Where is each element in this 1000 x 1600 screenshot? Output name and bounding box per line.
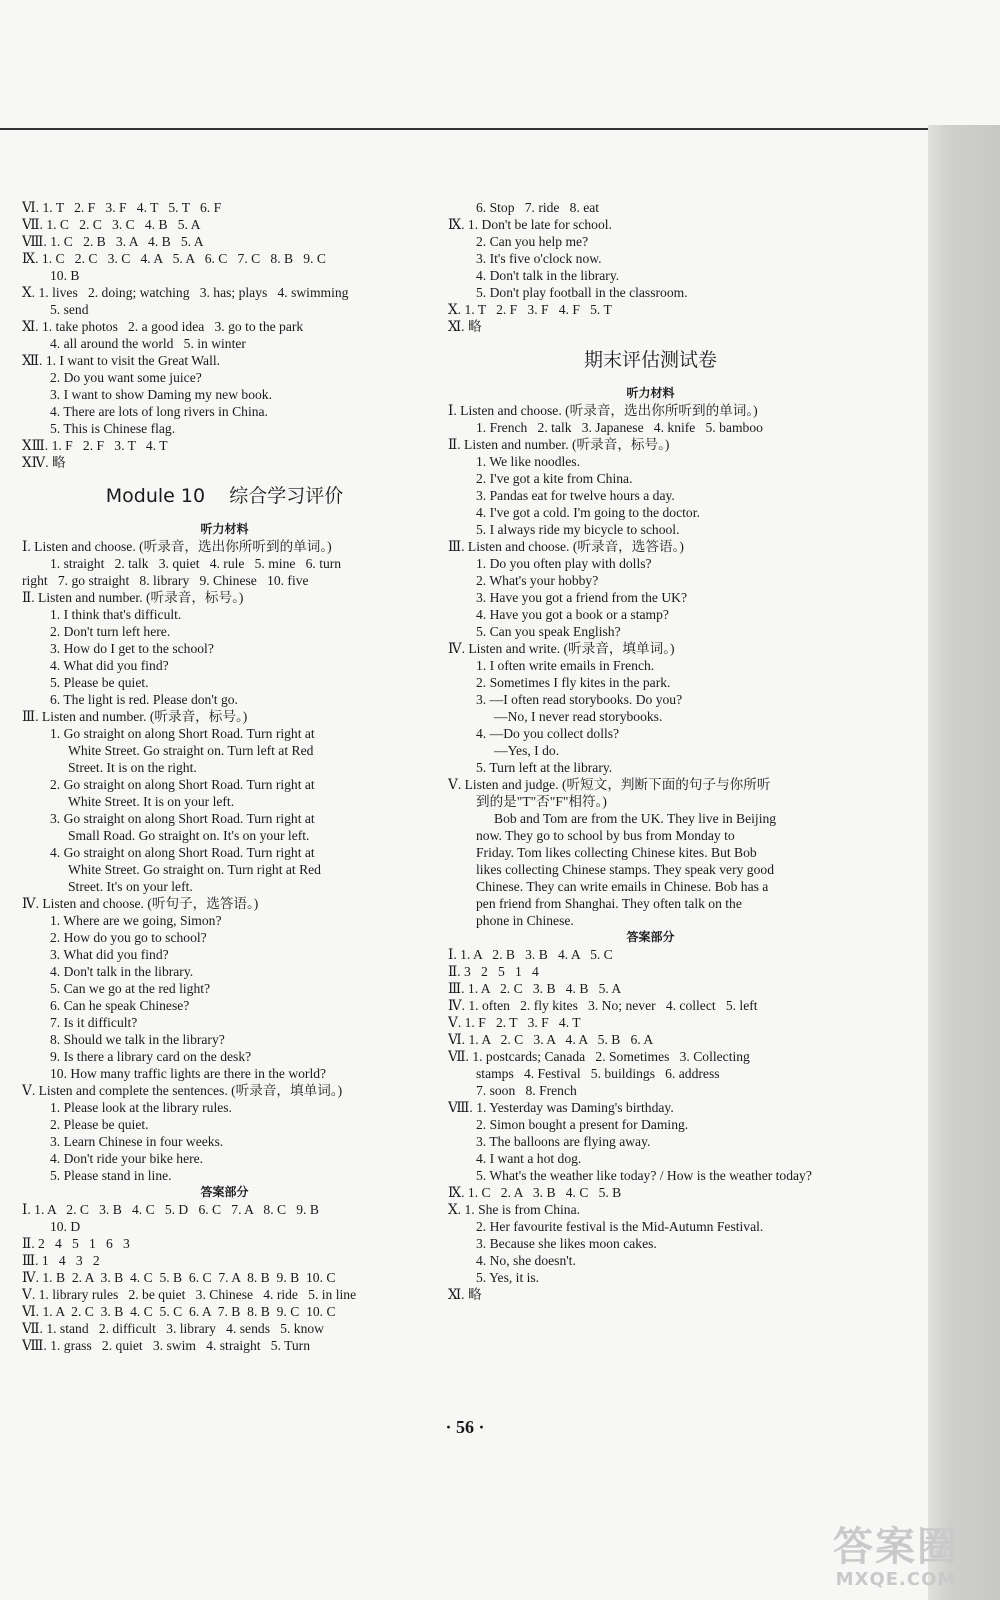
text-line: Ⅹ. 1. She is from China. bbox=[448, 1202, 581, 1217]
text-line: 4. all around the world 5. in winter bbox=[50, 336, 246, 351]
text-line: Chinese. They can write emails in Chinese. Bob has a bbox=[476, 879, 769, 894]
text-line: 5. Can we go at the red light? bbox=[50, 981, 211, 996]
text-line: 2. I've got a kite from China. bbox=[476, 471, 633, 486]
text-line: 1. Where are we going, Simon? bbox=[50, 913, 222, 928]
text-line: 1. Please look at the library rules. bbox=[50, 1100, 232, 1115]
text-line: Ⅱ. 3 2 5 1 4 bbox=[448, 964, 539, 979]
text-line: 7. soon 8. French bbox=[476, 1083, 577, 1098]
text-line: Ⅴ. 1. library rules 2. be quiet 3. Chinese 4. ride 5. in line bbox=[22, 1287, 357, 1302]
text-line: phone in Chinese. bbox=[476, 913, 574, 928]
page-number: · 56 · bbox=[445, 1417, 485, 1437]
text-line: now. They go to school by bus from Monday to bbox=[476, 828, 735, 843]
text-line: 3. Because she likes moon cakes. bbox=[476, 1236, 657, 1251]
text-line: Ⅶ. 1. C 2. C 3. C 4. B 5. A bbox=[22, 217, 201, 232]
text-line: 3. Learn Chinese in four weeks. bbox=[50, 1134, 224, 1149]
text-line: 5. Please be quiet. bbox=[50, 675, 149, 690]
text-line: 5. Don't play football in the classroom. bbox=[476, 285, 688, 300]
text-line: Ⅰ. 1. A 2. C 3. B 4. C 5. D 6. C 7. A 8. C 9. B bbox=[22, 1202, 319, 1217]
text-line: Ⅲ. 1 4 3 2 bbox=[22, 1253, 100, 1268]
text-line: 到的是"T"否"F"相符。) bbox=[476, 794, 607, 809]
text-line: 1. I think that's difficult. bbox=[50, 607, 182, 622]
text-line: Ⅲ. Listen and choose. (听录音，选答语。) bbox=[448, 539, 684, 554]
text-line: 10. D bbox=[50, 1219, 81, 1234]
text-line: Ⅱ. Listen and number. (听录音，标号。) bbox=[22, 590, 244, 605]
text-line: Ⅲ. 1. A 2. C 3. B 4. B 5. A bbox=[448, 981, 622, 996]
text-line: 4. Don't talk in the library. bbox=[50, 964, 194, 979]
text-line: 4. I've got a cold. I'm going to the doctor. bbox=[476, 505, 700, 520]
text-line: 5. Please stand in line. bbox=[50, 1168, 172, 1183]
text-line: Ⅹ. 1. T 2. F 3. F 4. F 5. T bbox=[448, 302, 612, 317]
text-line: right 7. go straight 8. library 9. Chinese 10. five bbox=[22, 573, 309, 588]
text-line: 2. Her favourite festival is the Mid-Autumn Festival. bbox=[476, 1219, 764, 1234]
text-line: stamps 4. Festival 5. buildings 6. address bbox=[476, 1066, 720, 1081]
text-line: 1. Do you often play with dolls? bbox=[476, 556, 652, 571]
text-line: 5. Turn left at the library. bbox=[476, 760, 613, 775]
text-line: 2. Can you help me? bbox=[476, 234, 589, 249]
text-line: Ⅹ. 1. lives 2. doing; watching 3. has; plays 4. swimming bbox=[22, 285, 349, 300]
section-heading: Module 10 综合学习评价 bbox=[105, 485, 344, 507]
text-line: Ⅵ. 1. A 2. C 3. B 4. C 5. C 6. A 7. B 8. B 9. C 10. C bbox=[22, 1304, 336, 1319]
right-column bbox=[448, 199, 853, 1303]
text-line: 5. I always ride my bicycle to school. bbox=[476, 522, 680, 537]
text-line: 9. Is there a library card on the desk? bbox=[50, 1049, 252, 1064]
text-line: 4. —Do you collect dolls? bbox=[476, 726, 620, 741]
text-line: 1. straight 2. talk 3. quiet 4. rule 5. mine 6. turn bbox=[50, 556, 342, 571]
watermark-domain: MXQE.COM bbox=[835, 1569, 957, 1590]
text-line: Ⅵ. 1. A 2. C 3. A 4. A 5. B 6. A bbox=[448, 1032, 654, 1047]
text-line: 3. The balloons are flying away. bbox=[476, 1134, 651, 1149]
text-line: 2. Simon bought a present for Daming. bbox=[476, 1117, 689, 1132]
text-line: 8. Should we talk in the library? bbox=[50, 1032, 225, 1047]
text-line: 2. Sometimes I fly kites in the park. bbox=[476, 675, 671, 690]
subsection-heading: 答案部分 bbox=[626, 930, 675, 944]
text-line: Ⅳ. 1. B 2. A 3. B 4. C 5. B 6. C 7. A 8. B 9. B 10. C bbox=[22, 1270, 336, 1285]
subsection-heading: 答案部分 bbox=[200, 1185, 249, 1199]
text-line: 2. Please be quiet. bbox=[50, 1117, 149, 1132]
text-line: 1. French 2. talk 3. Japanese 4. knife 5. bamboo bbox=[476, 420, 763, 435]
text-line: 4. Have you got a book or a stamp? bbox=[476, 607, 669, 622]
text-line: —No, I never read storybooks. bbox=[494, 709, 663, 724]
text-line: 2. Go straight on along Short Road. Turn right at bbox=[50, 777, 315, 792]
text-line: 6. Can he speak Chinese? bbox=[50, 998, 190, 1013]
text-line: Ⅱ. Listen and number. (听录音，标号。) bbox=[448, 437, 670, 452]
text-line: Ⅵ. 1. T 2. F 3. F 4. T 5. T 6. F bbox=[22, 200, 222, 215]
text-line: Ⅴ. Listen and judge. (听短文，判断下面的句子与你所听 bbox=[448, 777, 771, 792]
text-line: 3. It's five o'clock now. bbox=[476, 251, 602, 266]
text-line: 6. Stop 7. ride 8. eat bbox=[476, 200, 600, 215]
text-line: 5. What's the weather like today? / How is the weather today? bbox=[476, 1168, 812, 1183]
text-line: Ⅴ. Listen and complete the sentences. (听录音，填单词。) bbox=[22, 1083, 343, 1098]
text-line: 3. What did you find? bbox=[50, 947, 169, 962]
text-line: Ⅷ. 1. C 2. B 3. A 4. B 5. A bbox=[22, 234, 204, 249]
text-line: 1. We like noodles. bbox=[476, 454, 580, 469]
text-line: Ⅰ. 1. A 2. B 3. B 4. A 5. C bbox=[448, 947, 613, 962]
subsection-heading: 听力材料 bbox=[200, 522, 249, 536]
text-line: 2. How do you go to school? bbox=[50, 930, 207, 945]
text-line: Ⅱ. 2 4 5 1 6 3 bbox=[22, 1236, 130, 1251]
text-line: Ⅺ. 1. take photos 2. a good idea 3. go to the park bbox=[22, 319, 304, 334]
text-line: Ⅲ. Listen and number. (听录音，标号。) bbox=[22, 709, 248, 724]
text-line: 3. How do I get to the school? bbox=[50, 641, 214, 656]
text-line: 2. Don't turn left here. bbox=[50, 624, 171, 639]
text-line: Ⅸ. 1. C 2. C 3. C 4. A 5. A 6. C 7. C 8. B 9. C bbox=[22, 251, 326, 266]
text-line: Ⅳ. Listen and choose. (听句子，选答语。) bbox=[22, 896, 259, 911]
text-line: Ⅻ. 1. I want to visit the Great Wall. bbox=[22, 353, 221, 368]
text-line: 5. Can you speak English? bbox=[476, 624, 621, 639]
text-line: 5. This is Chinese flag. bbox=[50, 421, 176, 436]
text-line: Ⅸ. 1. C 2. A 3. B 4. C 5. B bbox=[448, 1185, 622, 1200]
text-line: 3. Have you got a friend from the UK? bbox=[476, 590, 688, 605]
text-line: Ⅷ. 1. grass 2. quiet 3. swim 4. straight 5. Turn bbox=[22, 1338, 311, 1353]
text-line: Ⅺ. 略 bbox=[448, 1287, 482, 1302]
text-line: 4. No, she doesn't. bbox=[476, 1253, 576, 1268]
text-line: Ⅳ. Listen and write. (听录音，填单词。) bbox=[448, 641, 675, 656]
text-line: 5. Yes, it is. bbox=[476, 1270, 540, 1285]
text-line: 2. What's your hobby? bbox=[476, 573, 599, 588]
text-line: 3. I want to show Daming my new book. bbox=[50, 387, 273, 402]
text-line: 2. Do you want some juice? bbox=[50, 370, 202, 385]
text-line: White Street. It is on your left. bbox=[68, 794, 235, 809]
text-line: Ⅸ. 1. Don't be late for school. bbox=[448, 217, 612, 232]
text-line: 5. send bbox=[50, 302, 89, 317]
text-line: —Yes, I do. bbox=[494, 743, 560, 758]
text-line: ⅩⅢ. 1. F 2. F 3. T 4. T bbox=[22, 438, 168, 453]
text-line: 4. I want a hot dog. bbox=[476, 1151, 582, 1166]
section-heading: 期末评估测试卷 bbox=[583, 349, 717, 371]
text-line: 3. Go straight on along Short Road. Turn right at bbox=[50, 811, 315, 826]
text-line: Ⅴ. 1. F 2. T 3. F 4. T bbox=[448, 1015, 581, 1030]
subsection-heading: 听力材料 bbox=[626, 386, 675, 400]
text-line: 4. There are lots of long rivers in China. bbox=[50, 404, 268, 419]
watermark-logo bbox=[806, 1525, 986, 1590]
text-line: 1. Go straight on along Short Road. Turn right at bbox=[50, 726, 315, 741]
text-line: ⅩⅣ. 略 bbox=[22, 455, 66, 470]
top-rule bbox=[0, 128, 930, 130]
text-line: likes collecting Chinese stamps. They speak very good bbox=[476, 862, 774, 877]
text-line: 6. The light is red. Please don't go. bbox=[50, 692, 238, 707]
text-line: Ⅶ. 1. stand 2. difficult 3. library 4. sends 5. know bbox=[22, 1321, 324, 1336]
text-line: Small Road. Go straight on. It's on your left. bbox=[68, 828, 310, 843]
text-line: 3. —I often read storybooks. Do you? bbox=[476, 692, 683, 707]
text-line: Ⅳ. 1. often 2. fly kites 3. No; never 4. collect 5. left bbox=[448, 998, 758, 1013]
text-line: Street. It is on the right. bbox=[68, 760, 197, 775]
text-line: Street. It's on your left. bbox=[68, 879, 193, 894]
watermark-text: 答案圈 bbox=[833, 1524, 959, 1570]
text-line: 4. What did you find? bbox=[50, 658, 169, 673]
text-line: Ⅰ. Listen and choose. (听录音，选出你所听到的单词。) bbox=[22, 539, 332, 554]
text-line: 4. Don't talk in the library. bbox=[476, 268, 620, 283]
text-line: 10. How many traffic lights are there in the world? bbox=[50, 1066, 327, 1081]
text-line: 4. Go straight on along Short Road. Turn right at bbox=[50, 845, 315, 860]
text-line: 4. Don't ride your bike here. bbox=[50, 1151, 204, 1166]
text-line: Ⅺ. 略 bbox=[448, 319, 482, 334]
text-line: Ⅷ. 1. Yesterday was Daming's birthday. bbox=[448, 1100, 674, 1115]
text-line: Ⅶ. 1. postcards; Canada 2. Sometimes 3. Collecting bbox=[448, 1049, 750, 1064]
text-line: 10. B bbox=[50, 268, 80, 283]
text-line: White Street. Go straight on. Turn left at Red bbox=[68, 743, 314, 758]
left-column bbox=[22, 199, 427, 1354]
text-line: Friday. Tom likes collecting Chinese kites. But Bob bbox=[476, 845, 757, 860]
text-line: Bob and Tom are from the UK. They live in Beijing bbox=[494, 811, 777, 826]
page-edge-shadow bbox=[928, 125, 1000, 1600]
text-line: 1. I often write emails in French. bbox=[476, 658, 655, 673]
text-line: White Street. Go straight on. Turn right at Red bbox=[68, 862, 321, 877]
text-line: Ⅰ. Listen and choose. (听录音，选出你所听到的单词。) bbox=[448, 403, 758, 418]
text-line: 3. Pandas eat for twelve hours a day. bbox=[476, 488, 675, 503]
text-line: 7. Is it difficult? bbox=[50, 1015, 138, 1030]
text-line: pen friend from Shanghai. They often talk on the bbox=[476, 896, 742, 911]
